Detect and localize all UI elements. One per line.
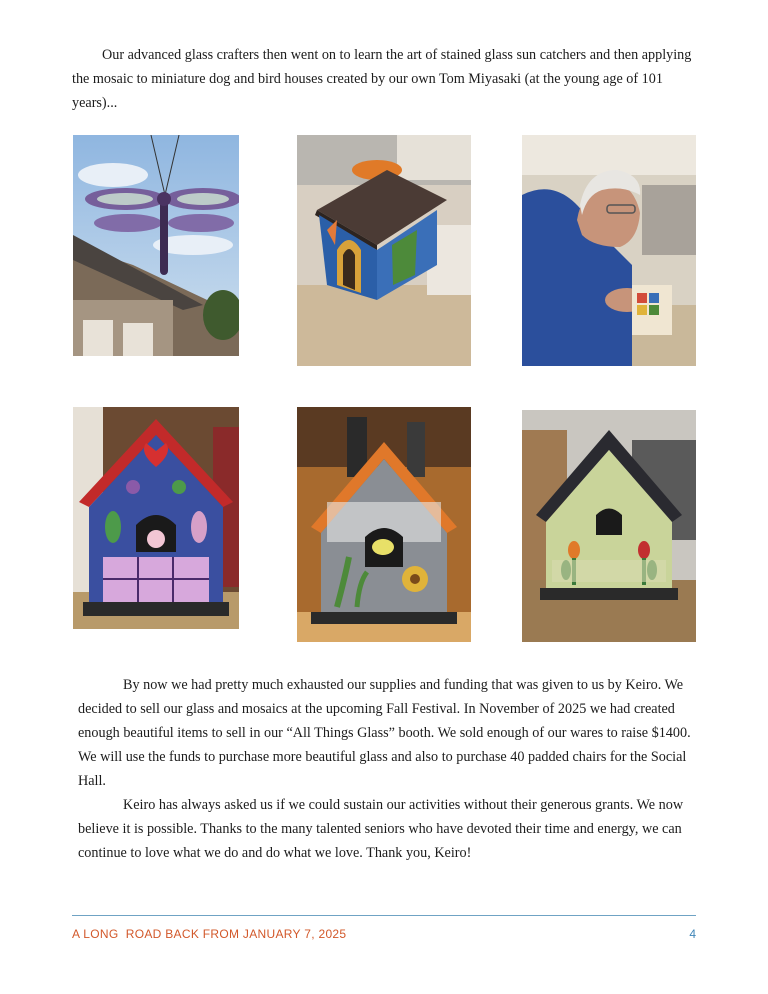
mosaic-doghouse-photo [297,135,471,366]
footer-divider [72,915,696,916]
intro-paragraph: Our advanced glass crafters then went on to learn the art of stained glass sun catchers and then applying the mosaic to miniature dog and bird houses created by our own Tom Miyasaki (at the young age of 101 years)... [72,47,692,111]
bird-flower-birdhouse-photo [297,407,471,642]
thank-you-paragraph: Keiro has always asked us if we could sustain our activities without their generous grants. We now believe it is possible. Thanks to the many talented seniors who have devoted their time and energy, we can continue to love what we do and do what we love. Thank you, Keiro! [78,797,684,861]
sales-paragraph: By now we had pretty much exhausted our supplies and funding that was given to us by Keiro. We decided to sell our glass and mosaics at the upcoming Fall Festival. In November of 2025 we had created enough beautiful items to sell in our “All Things Glass” booth. We sold enough of our wares to raise $1400. We will use the funds to purchase more beautiful glass and also to purchase 40 padded chairs for the Social Hall. [78,677,691,789]
tom-miyasaki-photo [522,135,696,366]
dragonfly-suncatcher-photo [73,135,239,356]
green-tulip-birdhouse-photo [522,410,696,642]
footer-title: A LONG ROAD BACK FROM JANUARY 7, 2025 [72,927,347,941]
page-number: 4 [689,927,696,941]
heart-birdhouse-photo [73,407,239,629]
